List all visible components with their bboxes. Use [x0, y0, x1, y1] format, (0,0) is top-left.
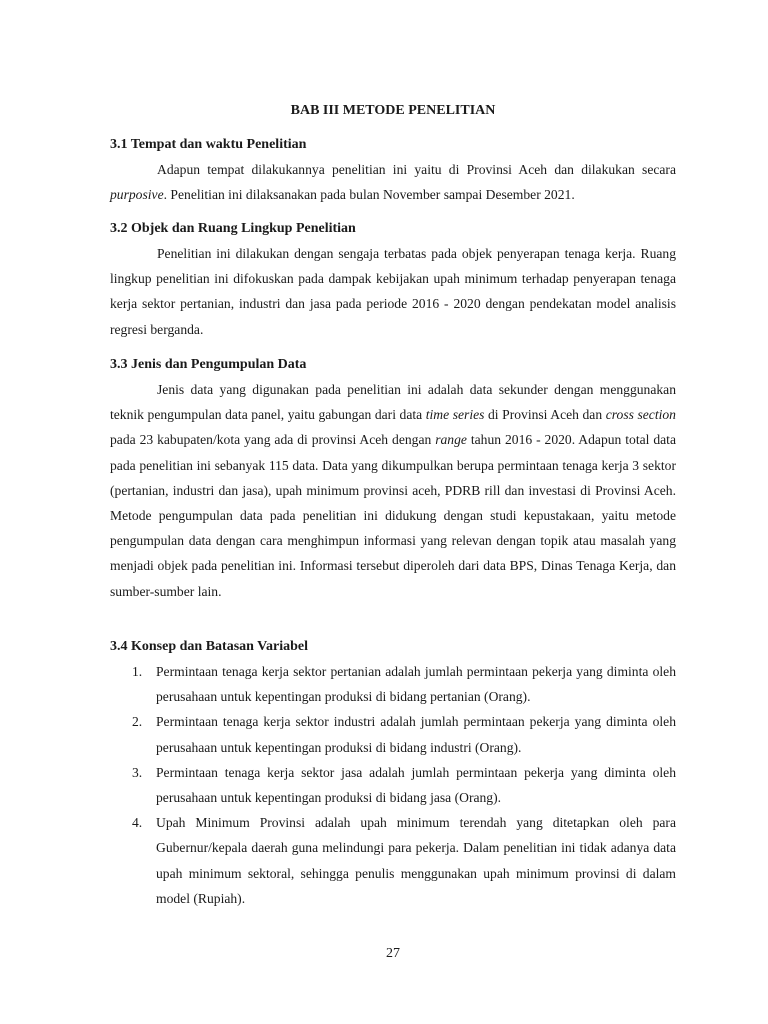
list-item-number: 1. [132, 664, 143, 679]
section-paragraph [110, 377, 676, 604]
document-page [110, 0, 676, 1024]
list-item [110, 659, 676, 709]
paragraph-text: Adapun tempat dilakukannya penelitian ini yaitu di Provinsi Aceh dan dilakukan secara [157, 162, 676, 177]
paragraph-text: di Provinsi Aceh dan [484, 407, 606, 423]
section-heading: 3.1 Tempat dan waktu Penelitian [110, 137, 307, 152]
page-number: 27 [386, 946, 400, 961]
list-item [110, 709, 676, 759]
section-paragraph [110, 157, 676, 207]
section-3-4 [110, 637, 676, 911]
list-item [110, 810, 676, 911]
paragraph-text: . Penelitian ini dilaksanakan pada bulan November sampai Desember 2021. [163, 187, 575, 203]
list-item-text: Upah Minimum Provinsi adalah upah minimum terendah yang ditetapkan oleh para Gubernur/kepala daerah guna melindungi para pekerja. Dalam penelitian ini tidak adanya data upah minimum sektoral, sehingga penulis menggunakan upah minimum provinsi di dalam model (Rupiah). [156, 815, 676, 906]
section-3-2 [110, 219, 676, 342]
italic-term: range [435, 432, 467, 448]
section-paragraph [110, 241, 676, 342]
variable-list [110, 659, 676, 911]
list-item-text: Permintaan tenaga kerja sektor jasa adalah jumlah permintaan pekerja yang diminta oleh perusahaan untuk kepentingan produksi di bidang jasa (Orang). [156, 764, 676, 806]
list-item-number: 2. [132, 714, 143, 730]
paragraph-text: Jenis data yang digunakan pada penelitian ini adalah data sekunder dengan menggunakan teknik pengumpulan data panel, yaitu gabungan dari data [110, 382, 676, 423]
italic-term: purposive [110, 187, 164, 203]
section-heading: 3.2 Objek dan Ruang Lingkup Penelitian [110, 221, 356, 236]
italic-term: time series [425, 407, 485, 423]
section-3-1 [110, 135, 676, 207]
italic-term: cross section [605, 407, 676, 423]
list-item [110, 760, 676, 810]
paragraph-text: Penelitian ini dilakukan dengan sengaja terbatas pada objek penyerapan tenaga kerja. Ruang lingkup penelitian ini difokuskan pada dampak kebijakan upah minimum terhadap penyerapan tenaga kerja sektor pertanian, industri dan jasa pada periode 2016 - 2020 dengan pendekatan model analisis regresi berganda. [110, 246, 676, 337]
section-heading: 3.3 Jenis dan Pengumpulan Data [110, 357, 307, 372]
paragraph-text: tahun 2016 - 2020. Adapun total data pada penelitian ini sebanyak 115 data. Data yang dikumpulkan berupa permintaan tenaga kerja 3 sektor (pertanian, industri dan jasa), upah minimum provinsi aceh, PDRB rill dan investasi di Provinsi Aceh. Metode pengumpulan data pada penelitian ini didukung dengan studi kepustakaan, yaitu metode pengumpulan data dengan cara menghimpun informasi yang relevan dengan topik atau masalah yang menjadi objek pada penelitian ini. Informasi tersebut diperoleh dari data BPS, Dinas Tenaga Kerja, dan sumber-sumber lain. [110, 432, 676, 599]
list-item-text: Permintaan tenaga kerja sektor pertanian adalah jumlah permintaan pekerja yang diminta oleh perusahaan untuk kepentingan produksi di bidang pertanian (Orang). [156, 664, 676, 705]
list-item-number: 3. [132, 764, 143, 780]
section-heading: 3.4 Konsep dan Batasan Variabel [110, 639, 308, 654]
list-item-text: Permintaan tenaga kerja sektor industri adalah jumlah permintaan pekerja yang diminta oleh perusahaan untuk kepentingan produksi di bidang industri (Orang). [156, 714, 676, 755]
list-item-number: 4. [132, 815, 143, 831]
chapter-title: BAB III METODE PENELITIAN [290, 103, 496, 118]
paragraph-text: pada 23 kabupaten/kota yang ada di provinsi Aceh dengan [110, 432, 436, 448]
section-3-3 [110, 355, 676, 604]
